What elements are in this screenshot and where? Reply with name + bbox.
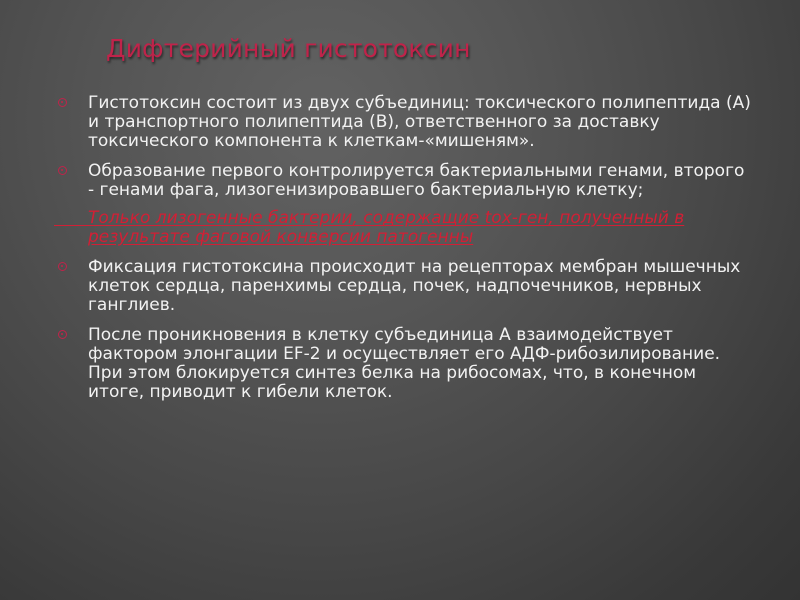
underline-lead: [54, 225, 88, 226]
bullet-item: [54, 326, 754, 402]
bullet-item: [54, 258, 754, 315]
bullet-text: Образование первого контролируется бактериальными генами, второго - генами фага, лизогенизировавшего бактериальную клетку;: [88, 161, 745, 200]
highlight-note: [54, 209, 754, 247]
ring-bullet-icon: [58, 98, 67, 107]
highlight-text: Только лизогенные бактерии, содержащие tox-ген, полученный в результате фаговой конверсии патогенны: [88, 208, 685, 247]
slide-title: Дифтерийный гистотоксин: [106, 34, 471, 63]
slide-content: [54, 94, 754, 413]
bullet-text: Гистотоксин состоит из двух субъединиц: токсического полипептида (А) и транспортного полипептида (В), ответственного за доставку токсического компонента к клеткам-«мишеням».: [88, 93, 751, 151]
ring-bullet-icon: [58, 166, 67, 175]
bullet-item: [54, 162, 754, 200]
bullet-text: После проникновения в клетку субъединица А взаимодействует фактором элонгации EF-2 и осуществляет его АДФ-рибозилирование. При этом блокируется синтез белка на рибосомах, что, в конечном итоге, приводит к гибели клеток.: [88, 325, 721, 402]
bullet-text: Фиксация гистотоксина происходит на рецепторах мембран мышечных клеток сердца, паренхимы сердца, почек, надпочечников, нервных ганглиев.: [88, 257, 741, 315]
ring-bullet-icon: [58, 330, 67, 339]
ring-bullet-icon: [58, 262, 67, 271]
bullet-item: [54, 94, 754, 151]
